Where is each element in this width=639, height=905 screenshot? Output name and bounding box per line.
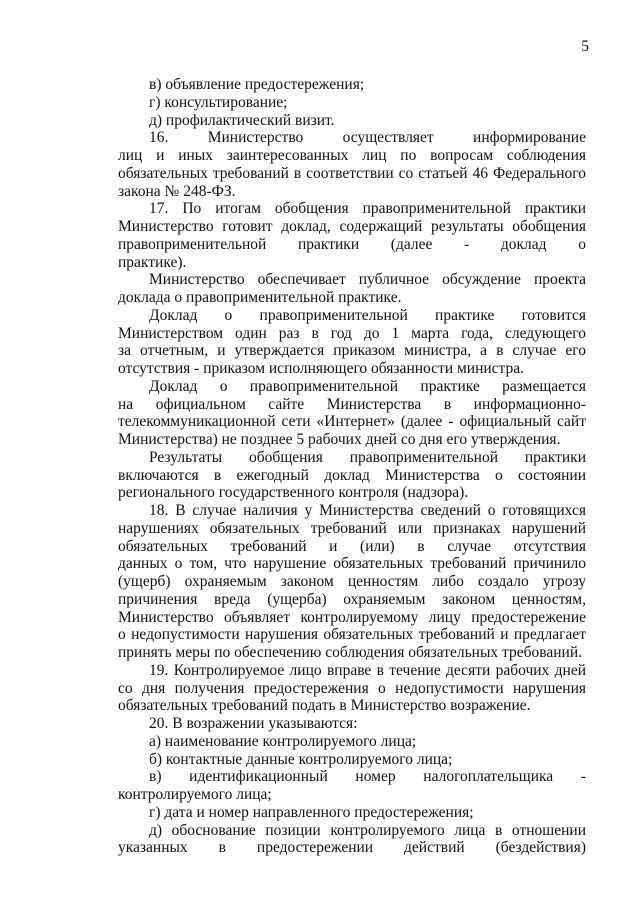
text-line: практике). (118, 253, 187, 271)
text-line: данных о том, что нарушение обязательных требований причинило (118, 555, 586, 573)
text-line: на официальном сайте Министерства в информационно- (118, 395, 586, 413)
text-line: Результаты обобщения правоприменительной практики (149, 448, 586, 466)
document-body (118, 76, 586, 857)
text-line: 20. В возражении указываются: (149, 715, 358, 732)
text-line: б) контактные данные контролируемого лица; (149, 750, 453, 768)
text-line: (ущерб) охраняемым законом ценностям либо создало угрозу (118, 573, 586, 590)
text-line: отсутствия - приказом исполняющего обязанности министра. (118, 360, 525, 377)
text-line: Доклад о правоприменительной практике готовится (149, 306, 586, 324)
text-line: за отчетным, и утверждается приказом министра, а в случае его (118, 342, 586, 360)
text-line: Министерство объявляет контролируемому лицу предостережение (118, 608, 586, 626)
text-line: г) дата и номер направленного предостережения; (149, 803, 474, 821)
text-line: включаются в ежегодный доклад Министерства о состоянии (118, 466, 586, 484)
text-line: указанных в предостережении действий (бездействия) (118, 839, 586, 857)
text-line: закона № 248-ФЗ. (118, 182, 236, 200)
text-line: доклада о правоприменительной практике. (118, 289, 402, 306)
text-line: 19. Контролируемое лицо вправе в течение десяти рабочих дней (149, 661, 586, 679)
page-number: 5 (581, 38, 589, 55)
text-line: г) консультирование; (149, 93, 288, 111)
text-line: принять меры по обеспечению соблюдения обязательных требований. (118, 644, 582, 661)
text-line: Доклад о правоприменительной практике размещается (149, 377, 586, 395)
text-line: со дня получения предостережения о недопустимости нарушения (118, 679, 586, 697)
text-line: а) наименование контролируемого лица; (149, 732, 417, 750)
text-line: обязательных требований подать в Министерство возражение. (118, 697, 531, 715)
text-line: телекоммуникационной сети «Интернет» (далее - официальный сайт (118, 413, 586, 431)
text-line: обязательных требований и (или) в случае отсутствия (118, 537, 586, 555)
text-line: 18. В случае наличия у Министерства сведений о готовящихся (149, 502, 586, 519)
text-line: д) обоснование позиции контролируемого лица в отношении (149, 821, 586, 839)
text-line: о недопустимости нарушения обязательных требований и предлагает (118, 626, 586, 644)
text-line: правоприменительной практики (далее - доклад о (118, 235, 586, 253)
text-line: Министерства) не позднее 5 рабочих дней со дня его утверждения. (118, 431, 561, 448)
text-line: контролируемого лица; (118, 786, 272, 803)
text-line: нарушениях обязательных требований или признаках нарушений (118, 519, 586, 537)
text-line: 16. Министерство осуществляет информирование (149, 129, 586, 147)
text-line: 17. По итогам обобщения правоприменительной практики (149, 200, 586, 218)
text-line: Министерство готовит доклад, содержащий результаты обобщения (118, 218, 586, 235)
text-line: в) объявление предостережения; (149, 76, 365, 93)
text-line: лиц и иных заинтересованных лиц по вопросам соблюдения (118, 147, 586, 164)
text-line: в) идентификационный номер налогоплательщика - (149, 768, 586, 786)
text-line: Министерством один раз в год до 1 марта года, следующего (118, 324, 586, 342)
text-line: Министерство обеспечивает публичное обсуждение проекта (149, 271, 586, 289)
text-line: обязательных требований в соответствии со статьей 46 Федерального (118, 164, 586, 182)
text-line: регионального государственного контроля (надзора). (118, 484, 469, 502)
text-line: причинения вреда (ущерба) охраняемым законом ценностям, (118, 590, 586, 608)
text-line: д) профилактический визит. (149, 111, 335, 129)
